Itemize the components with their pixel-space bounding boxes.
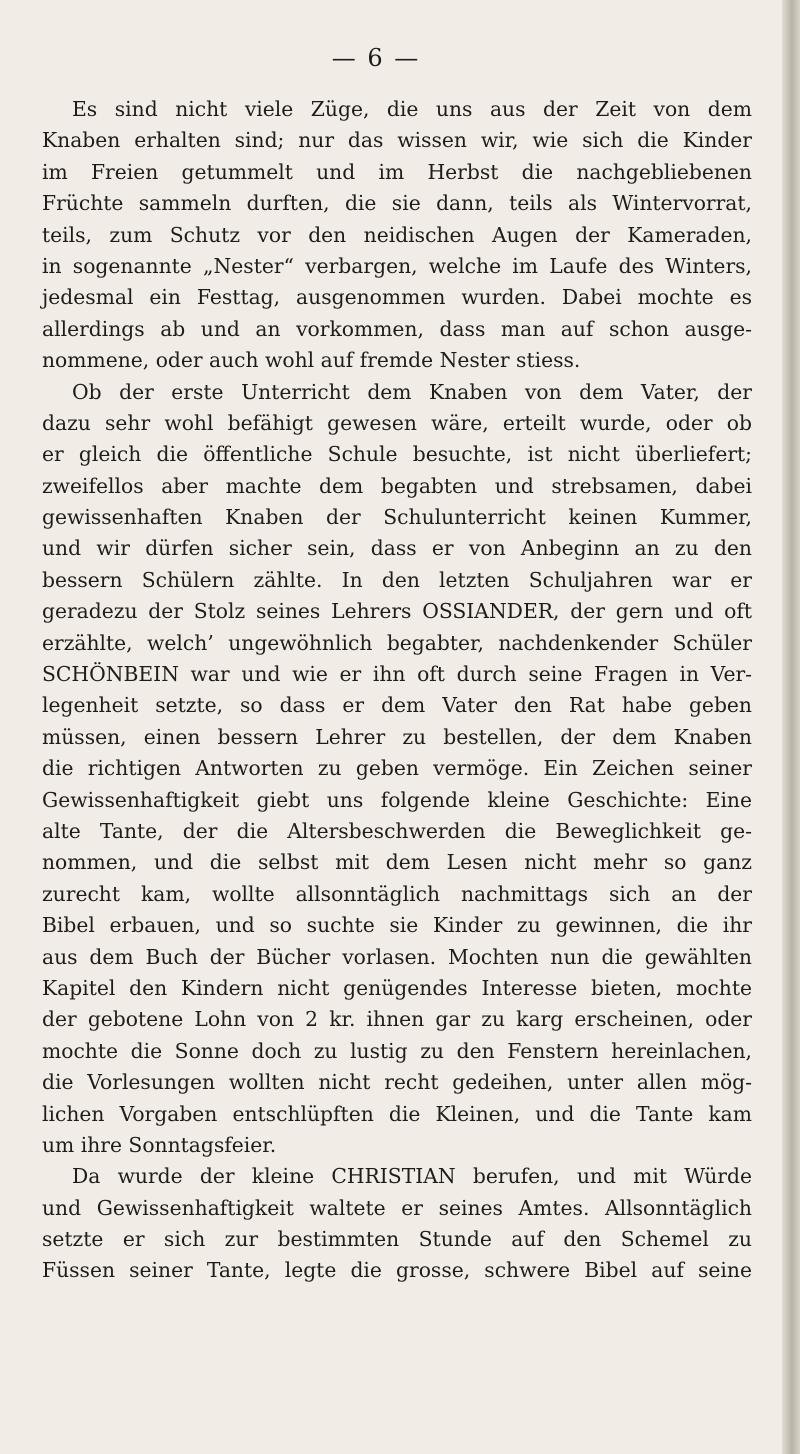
body-text [42,94,752,1287]
page-edge-shadow [782,0,800,1454]
text-line: alte Tante, der die Altersbeschwerden die Beweglichkeit ge- [42,818,752,843]
text-line: mochte die Sonne doch zu lustig zu den Fenstern hereinlachen, [42,1038,752,1063]
text-line: Kapitel den Kindern nicht genügendes Interesse bieten, mochte [42,975,752,1000]
text-line: Bibel erbauen, und so suchte sie Kinder zu gewinnen, die ihr [42,913,752,938]
text-line: gewissenhaften Knaben der Schulunterricht keinen Kummer, [42,505,752,530]
text-line: Füssen seiner Tante, legte die grosse, schwere Bibel auf seine [42,1258,752,1283]
text-line: lichen Vorgaben entschlüpften die Kleinen, und die Tante kam [42,1101,752,1126]
text-line: setzte er sich zur bestimmten Stunde auf den Schemel zu [42,1227,752,1252]
text-line: und Gewissenhaftigkeit waltete er seines Amtes. Allsonntäglich [42,1195,752,1220]
text-line: müssen, einen bessern Lehrer zu bestellen, der dem Knaben [42,724,752,749]
page-number: — 6 — [331,44,421,72]
text-line: dazu sehr wohl befähigt gewesen wäre, erteilt wurde, oder ob [42,410,752,435]
text-line: Da wurde der kleine CHRISTIAN berufen, und mit Würde [72,1164,752,1189]
text-line: im Freien getummelt und im Herbst die nachgebliebenen [42,159,752,184]
text-line: zweifellos aber machte dem begabten und strebsamen, dabei [42,473,752,498]
text-line: legenheit setzte, so dass er dem Vater den Rat habe geben [42,693,752,718]
text-line: Gewissenhaftigkeit giebt uns folgende kleine Geschichte: Eine [42,787,752,812]
text-line: zurecht kam, wollte allsonntäglich nachmittags sich an der [42,881,752,906]
text-line: nommen, und die selbst mit dem Lesen nicht mehr so ganz [42,850,752,875]
text-line: SCHÖNBEIN war und wie er ihn oft durch seine Fragen in Ver- [42,662,752,687]
text-line: die richtigen Antworten zu geben vermöge. Ein Zeichen seiner [42,756,752,781]
text-line: erzählte, welch’ ungewöhnlich begabter, nachdenkender Schüler [42,630,752,655]
text-line: die Vorlesungen wollten nicht recht gedeihen, unter allen mög- [42,1070,752,1095]
text-line: bessern Schülern zählte. In den letzten Schuljahren war er [42,567,752,592]
text-line: teils, zum Schutz vor den neidischen Augen der Kameraden, [42,222,752,247]
text-line: Knaben erhalten sind; nur das wissen wir, wie sich die Kinder [42,128,752,153]
text-line: allerdings ab und an vorkommen, dass man auf schon ausge- [42,316,752,341]
text-line: geradezu der Stolz seines Lehrers OSSIANDER, der gern und oft [42,599,752,624]
text-line: in sogenannte „Nester“ verbargen, welche im Laufe des Winters, [42,253,752,278]
text-line: er gleich die öffentliche Schule besuchte, ist nicht überliefert; [42,442,752,467]
text-line: und wir dürfen sicher sein, dass er von Anbeginn an zu den [42,536,752,561]
text-line: der gebotene Lohn von 2 kr. ihnen gar zu karg erscheinen, oder [42,1007,752,1032]
text-line: aus dem Buch der Bücher vorlasen. Mochten nun die gewählten [42,944,752,969]
text-line: jedesmal ein Festtag, ausgenommen wurden. Dabei mochte es [42,285,752,310]
text-line: nommene, oder auch wohl auf fremde Nester stiess. [42,348,581,373]
text-line: Es sind nicht viele Züge, die uns aus der Zeit von dem [72,97,752,121]
text-line: Ob der erste Unterricht dem Knaben von dem Vater, der [72,379,752,404]
text-line: um ihre Sonntagsfeier. [42,1132,277,1157]
text-line: Früchte sammeln durften, die sie dann, teils als Wintervorrat, [42,191,752,216]
